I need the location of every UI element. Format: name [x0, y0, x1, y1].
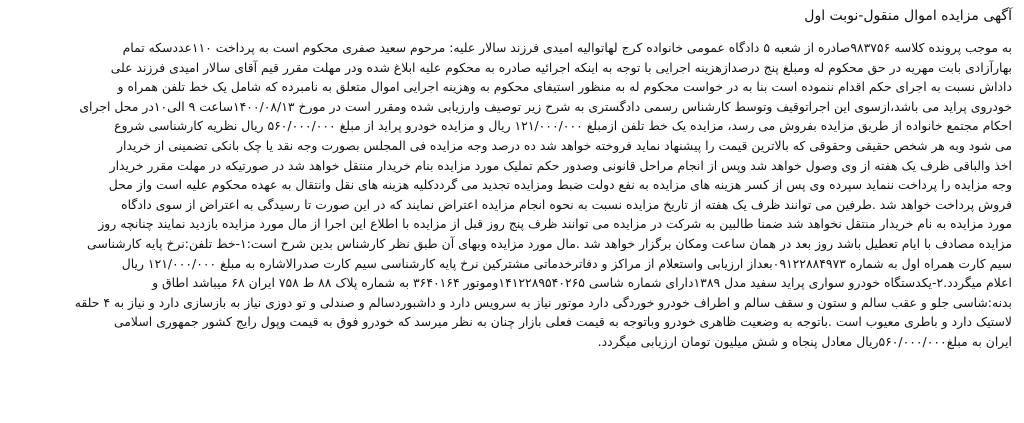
notice-line: خودروی پراید می باشد،ازسوی این اجراتوقیف وتوسط کارشناس رسمی دادگستری به شرح زیر توصیف وارزیابی شده ومقرر است در مورخ ۱۴۰۰/۰۸/۱۳ساعت ۹ الی۱۰در محل اجرای [79, 98, 1012, 114]
notice-line: به موجب پرونده کلاسه ۹۸۳۷۵۶صادره از شعبه ۵ دادگاه عمومی خانواده کرج لهاتوالیه امیدی فرزند سالار علیه: مرحوم سعید صفری محکوم است به پرداخت ۱۱۰عددسکه تمام [122, 40, 1012, 55]
notice-line: می شود وبه هر شخص حقیقی وحقوقی که بالاترین قیمت را پیشنهاد نماید فروخته خواهد شد ده درصد وجه مزایده فی المجلس بصورت وجه نقد یا چک بانکی تضمینی از خریدار [117, 137, 1012, 153]
notice-line: بهارآزادی بابت مهریه در حق محکوم له ومبلغ پنج درصدازهزینه اجرایی با توجه به اینکه اجرائیه صادره به محکوم علیه ابلاغ شده ودر مهلت مقرر قیم آقای سالار امیدی فرزند علی [110, 59, 1012, 75]
notice-line: اعلام میگردد.۲-یکدستگاه خودرو سواری پراید سفید مدل ۱۳۸۹دارای شماره شاسی ۱۴۱۲۲۸۹۵۴۰۲۶۵وموتور ۳۶۴۰۱۶۴ به شماره پلاک ۸۸ ط ۷۵۸ ایران ۶۸ میباشد اطاق و [152, 275, 1012, 291]
notice-line: مورد مزایده به نام خریدار منتقل نخواهد شد ضمنا طالبین به شرکت در مزایده می توانند ظرف پنج روز قبل از مزایده با اطلاع این اجرا از مال مورد مزایده بازدید نمایند چنانچه روز [98, 216, 1012, 232]
notice-line: مزایده مصادف با ایام تعطیل باشد روز بعد در همان ساعت ومکان برگزار خواهد شد .مال مورد مزایده وبهای آن طبق نظر کارشناس بدین شرح است:۱-خط تلفن:نرخ پایه کارشناسی [87, 235, 1012, 251]
notice-body [10, 38, 1012, 352]
notice-line: اخذ والباقی ظرف یک هفته از وی وصول خواهد شد وپس از انجام مراحل قانونی وصدور حکم تملیک مورد مزایده بنام خریدار منتقل خواهد شد در صورتیکه در مهلت مقرر خریدار [109, 157, 1012, 173]
notice-line: احکام مجتمع خانواده از طریق مزایده بفروش می رسد، مزایده یک خط تلفن ازمبلغ ۱۲۱/۰۰۰/۰۰۰ ریال و مزایده خودرو پراید از مبلغ ۵۶۰/۰۰۰/۰۰۰ ریال نظریه کارشناسی شروع [114, 118, 1012, 134]
notice-line: بدنه:شاسی جلو و عقب سالم و ستون و سقف سالم و اطراف خودرو خوردگی دارد موتور نیاز به سرویس دارد و داشبوردسالم و صندلی و تو دوزی نیاز به بازسازی دارد و نیاز به ۴ حلقه [74, 294, 1012, 310]
notice-line: ایران به مبلغ۵۶۰/۰۰۰/۰۰۰ریال معادل پنجاه و شش میلیون تومان ارزیابی میگردد. [597, 333, 1012, 349]
notice-line: لاستیک دارد و باطری معیوب است .باتوجه به وضعیت ظاهری خودرو وباتوجه به قیمت فعلی بازار چنان به نظر میرسد که خودرو فوق به قیمت وپول رایج کشور جمهوری اسلامی [113, 314, 1012, 330]
notice-line: سیم کارت همراه اول به شماره ۰۹۱۲۲۸۸۴۹۷۳بعداز ارزیابی واستعلام از مراکز و دفاترخدماتی مشترکین نرخ پایه کارشناسی سیم کارت صدرالاشاره به مبلغ ۱۲۱/۰۰۰/۰۰۰ ریال [121, 255, 1012, 271]
notice-line: فروش پرداخت خواهد شد .طرفین می توانند ظرف یک هفته از تاریخ مزایده نسبت به نحوه انجام مزایده اعتراض نمایند که در این صورت تا رسیدگی به اعتراض از سوی دادگاه [121, 196, 1012, 212]
notice-line: داداش نسبت به اجرای حکم اقدام ننموده است بنا به در خواست محکوم له به منظور استیفای محکوم به وهزینه اجرایی اموال متعلق به نامبرده که شامل یک خط تلفن همراه و [117, 79, 1012, 95]
notice-line: وجه مزایده را پرداخت ننماید سپرده وی پس از کسر هزینه های مزایده به نفع دولت ضبط ومزایده تجدید می گرددکلیه هزینه های نقل وانتقال به عهده محکوم علیه است واز محل [108, 177, 1012, 193]
notice-title: آگهی مزایده اموال منقول-نوبت اول [804, 8, 1012, 24]
